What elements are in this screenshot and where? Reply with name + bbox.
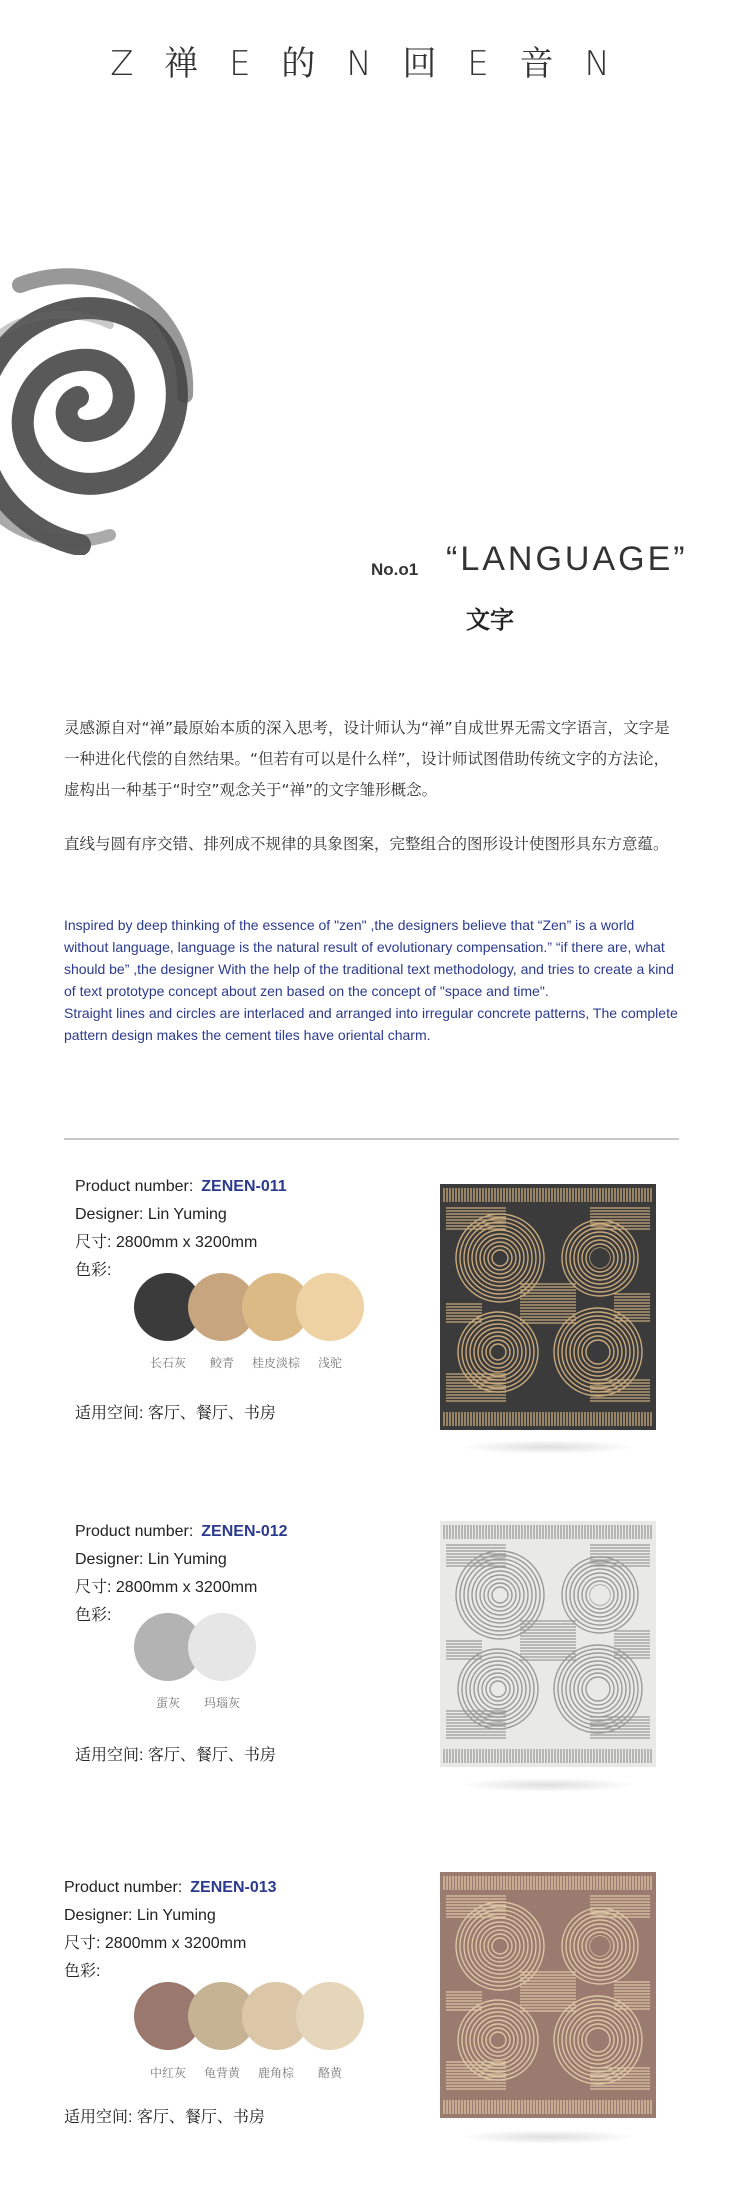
swatch-label: 浅驼	[317, 1356, 342, 1370]
product-number-label: Product number:	[64, 1879, 183, 1896]
description-en	[64, 914, 679, 1046]
tile-image	[440, 1184, 656, 1430]
color-label: 色彩:	[75, 1607, 112, 1624]
applicable-space: 适用空间: 客厅、餐厅、书房	[64, 2109, 265, 2126]
size-line: 尺寸: 2800mm x 3200mm	[75, 1579, 258, 1596]
swatch-labels	[141, 1354, 357, 1371]
product-code: ZENEN-011	[201, 1178, 287, 1195]
product-number-label: Product number:	[75, 1178, 194, 1195]
product-number-label: Product number:	[75, 1523, 194, 1540]
swatch-label: 长石灰	[149, 1356, 186, 1370]
ink-swirl-illustration	[0, 245, 210, 555]
product-code: ZENEN-013	[190, 1879, 277, 1896]
description-en-paragraph: Straight lines and circles are interlaced and arranged into irregular concrete patterns, The complete pattern design makes the cement tiles have oriental charm.	[64, 1005, 678, 1043]
designer-line: Designer: Lin Yuming	[64, 1907, 216, 1924]
size-line: 尺寸: 2800mm x 3200mm	[64, 1935, 247, 1952]
swatch-labels	[141, 2064, 357, 2081]
swatch-labels	[141, 1694, 249, 1711]
section-number: No.o1	[371, 560, 419, 579]
tile-image	[440, 1521, 656, 1767]
product-number-line	[75, 1173, 287, 1201]
swatch-label: 中红灰	[149, 2066, 186, 2080]
color-swatches	[134, 1613, 242, 1681]
designer-line: Designer: Lin Yuming	[75, 1551, 227, 1568]
description-en-paragraph: Inspired by deep thinking of the essence of "zen" ,the designers believe that “Zen” is a world without language, language is the natural result of evolutionary compensation.” “if there are, what should be” ,the designer With the help of the traditional text methodology, and tries to create a kind of text prototype concept about zen based on the concept of "space and time".	[64, 917, 674, 999]
tile-shadow	[458, 1778, 638, 1792]
product-number-line	[75, 1518, 288, 1546]
swatch-label: 玛瑙灰	[203, 1696, 240, 1710]
swatch-label: 蛋灰	[155, 1696, 180, 1710]
product-card	[64, 1874, 277, 1986]
color-swatch	[188, 1613, 256, 1681]
size-line: 尺寸: 2800mm x 3200mm	[75, 1234, 258, 1251]
description-cn-paragraph: 直线与圆有序交错、排列成不规律的具象图案，完整组合的图形设计使图形具东方意蕴。	[64, 835, 669, 853]
tile-shadow	[458, 2130, 638, 2144]
applicable-space: 适用空间: 客厅、餐厅、书房	[75, 1405, 276, 1422]
tile-image	[440, 1872, 656, 2118]
section-title-cn: 文字	[466, 607, 514, 634]
section-divider	[64, 1138, 679, 1140]
swatch-label: 桂皮淡棕	[251, 1356, 300, 1370]
product-number-line	[64, 1874, 277, 1902]
color-swatch	[296, 1273, 364, 1341]
color-swatch	[296, 1982, 364, 2050]
section-title-en: “LANGUAGE”	[446, 540, 688, 578]
product-card	[75, 1173, 287, 1285]
applicable-space: 适用空间: 客厅、餐厅、书房	[75, 1747, 276, 1764]
description-cn-paragraph: 灵感源自对“禅”最原始本质的深入思考，设计师认为“禅”自成世界无需文字语言，文字是一种进化代偿的自然结果。“但若有可以是什么样”，设计师试图借助传统文字的方法论，虚构出一种基于“时空”观念关于“禅”的文字雏形概念。	[64, 719, 670, 799]
swatch-label: 龟背黄	[203, 2066, 240, 2080]
swatch-label: 鲛青	[209, 1356, 234, 1370]
swatch-label: 酪黄	[317, 2066, 342, 2080]
color-swatches	[134, 1982, 350, 2050]
color-label: 色彩:	[64, 1963, 101, 1980]
tile-shadow	[458, 1440, 638, 1454]
page-title: Z 禅 E 的 N 回 E 音 N	[110, 44, 620, 84]
designer-line: Designer: Lin Yuming	[75, 1206, 227, 1223]
color-swatches	[134, 1273, 350, 1341]
swatch-label: 鹿角棕	[257, 2066, 294, 2080]
color-label: 色彩:	[75, 1262, 112, 1279]
product-code: ZENEN-012	[201, 1523, 288, 1540]
